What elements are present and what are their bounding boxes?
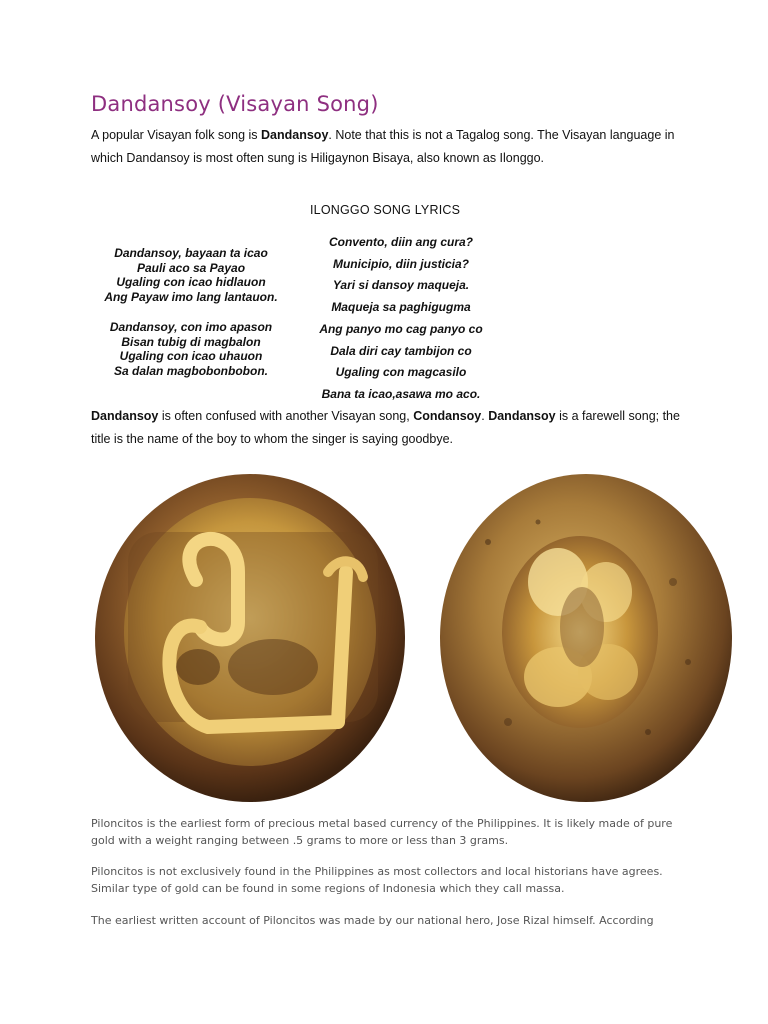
bold-condansoy: Condansoy	[413, 409, 482, 423]
lyric-line: Ang Payaw imo lang lantauon.	[104, 289, 278, 304]
lyric-line: Dandansoy, bayaan ta icao	[114, 246, 268, 260]
lyric-line: Bisan tubig di magbalon	[121, 334, 261, 349]
confusion-paragraph	[91, 405, 681, 451]
piloncitos-paragraph-3: The earliest written account of Piloncitos was made by our national hero, Jose Rizal himself. According	[91, 914, 654, 927]
lyrics-stanza-1	[96, 246, 286, 304]
piloncitos-coins-image	[88, 462, 736, 810]
piloncitos-paragraph-2: Piloncitos is not exclusively found in the Philippines as most collectors and local historians have agrees. Similar type of gold can be found in some regions of Indonesia which they call massa.	[91, 865, 663, 895]
intro-paragraph	[91, 124, 681, 170]
page-title: Dandansoy (Visayan Song)	[91, 92, 379, 116]
lyric-line: Ugaling con icao hidlauon	[116, 275, 266, 290]
after-text-3: is a farewell song; the title is the name of the boy to whom the singer is saying goodbye.	[91, 409, 680, 446]
intro-bold-dandansoy: Dandansoy	[261, 128, 329, 142]
intro-text-1: A popular Visayan folk song is	[91, 128, 262, 142]
right-coin	[440, 474, 732, 802]
lyric-line: Pauli aco sa Payao	[136, 260, 246, 275]
left-coin	[95, 474, 405, 802]
lyric-line: Municipio, diin justicia?	[332, 256, 469, 271]
lyric-line: Bana ta icao,asawa mo aco.	[321, 386, 481, 401]
lyric-line: Ang panyo mo cag panyo co	[319, 321, 483, 336]
lyric-line: Sa dalan magbobonbobon.	[114, 363, 268, 378]
lyrics-heading: ILONGGO SONG LYRICS	[310, 203, 461, 217]
after-text-2: .	[481, 409, 489, 423]
intro-text-2: . Note that this is not a Tagalog song. The Visayan language in which Dandansoy is most often sung is Hiligaynon Bisaya, also known as Ilonggo.	[91, 128, 675, 165]
lyric-line: Ugaling con icao uhauon	[119, 349, 263, 364]
lyric-line: Convento, diin ang cura?	[328, 235, 473, 249]
lyric-line: Yari si dansoy maqueja.	[332, 278, 470, 293]
lyric-line: Dandansoy, con imo apason	[109, 320, 273, 334]
lyric-line: Maqueja sa paghigugma	[331, 300, 471, 315]
lyrics-stanza-2	[96, 320, 286, 378]
lyric-line: Dala diri cay tambijon co	[330, 343, 472, 358]
bold-dandansoy-2: Dandansoy	[488, 409, 556, 423]
lyrics-column-2	[308, 232, 494, 406]
piloncitos-paragraph-1: Piloncitos is the earliest form of precious metal based currency of the Philippines. It is likely made of pure gold with a weight ranging between .5 grams to more or less than 3 grams.	[91, 817, 673, 847]
lyric-line: Ugaling con magcasilo	[335, 365, 467, 380]
bold-dandansoy: Dandansoy	[91, 409, 159, 423]
after-text-1: is often confused with another Visayan song,	[158, 409, 414, 423]
